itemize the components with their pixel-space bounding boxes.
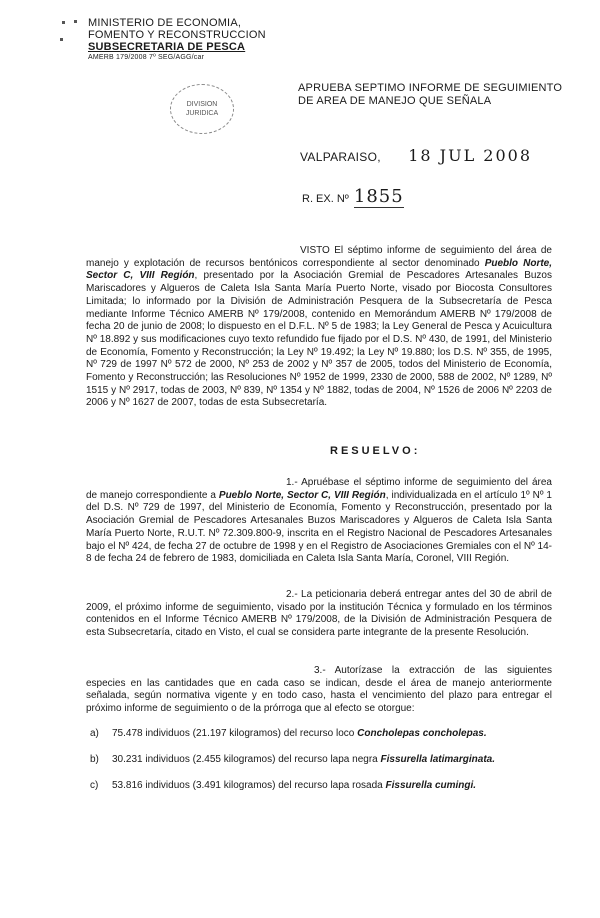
date-place: VALPARAISO, [300,150,381,164]
scan-mark [74,20,77,23]
species-item [90,727,552,740]
handwritten-date: 18 JUL 2008 [408,146,533,165]
division-stamp [170,84,234,134]
point-1-rest: , individualizada en el artículo 1º Nº 1 del D.S. Nº 729 de 1997, del Ministerio de Economía, Fomento y Reconstrucción, presentado por la Asociación Gremial de Pescadores Artesanales Buzos Mariscadores y Algueros de Caleta Isla Santa María Puerto Norte, R.U.T. Nº 72.309.800-9, inscrita en el Registro Nacional de Pescadores Artesanales bajo el Nº 424, de fecha 27 de octubre de 1998 y en el Registro de Asociaciones Gremiales con el Nº 14-8 de fecha 24 de febrero de 1983, domiciliada en Caleta Isla Santa María, Coronel, VIII Región. [86,489,552,565]
point-1-sector: Pueblo Norte, Sector C, VIII Región [218,489,386,501]
species-text: 30.231 individuos (2.455 kilogramos) del recurso lapa negra [112,754,381,765]
ministry-line-1: MINISTERIO DE ECONOMIA, [88,17,242,29]
species-text: 53.816 individuos (3.491 kilogramos) del recurso lapa rosada [112,780,386,791]
subsecretaria-line: SUBSECRETARIA DE PESCA [88,41,246,53]
species-label: b) [90,754,99,765]
point-1-lead: 1.- Apruébase el séptimo informe de seguimiento del área de manejo correspondiente a [86,477,552,501]
resolution-label: R. EX. Nº [302,193,349,205]
visto-sector: Pueblo Norte, Sector C, VIII Región [86,257,552,282]
species-label: a) [90,728,99,739]
species-name: Fissurella latimarginata. [380,754,495,765]
visto-text-1: El séptimo informe de seguimiento del área de manejo y explotación de recursos bentónicos correspondiente al sector denominado [86,245,552,269]
stamp-line-1: DIVISION [186,101,218,108]
title-line-2: DE AREA DE MANEJO QUE SEÑALA [298,95,492,107]
point-3-paragraph [86,665,552,716]
document-title [298,82,588,108]
species-text: 75.478 individuos (21.197 kilogramos) del recurso loco [112,728,358,739]
letterhead [88,17,266,62]
visto-lead: VISTO [300,245,330,256]
species-name: Concholepas concholepas. [357,728,487,739]
point-1-paragraph [86,477,552,566]
species-item [90,753,552,766]
resolution-number: 1855 [353,186,404,207]
species-item [90,779,552,792]
point-2-text: 2.- La peticionaria deberá entregar antes del 30 de abril de 2009, el próximo informe de seguimiento, visado por la institución Técnica y formulado en los términos contenidos en el Informe Técnico AMERB Nº 179/2008, de la División de Administración Pesquera de esta Subsecretaría, citado en Visto, el cual se considera parte integrante de la presente Resolución. [86,589,552,639]
scan-mark [62,21,65,24]
ministry-line-2: FOMENTO Y RECONSTRUCCION [88,29,266,41]
title-line-1: APRUEBA SEPTIMO INFORME DE SEGUIMIENTO [298,82,563,94]
point-3-text: 3.- Autorízase la extracción de las siguientes especies en las cantidades que en cada caso se indican, desde el área de manejo anteriormente señalada, según normativa vigente y en todo caso, hasta el vencimiento del plazo para entregar el próximo informe de seguimiento o de la prórroga que al efecto se otorgue: [86,665,552,715]
species-label: c) [90,780,99,791]
visto-paragraph [86,245,552,410]
stamp-line-2: JURIDICA [185,110,219,117]
resuelvo-heading: RESUELVO: [330,445,421,457]
scan-mark [60,38,63,41]
visto-text-2: , presentado por la Asociación Gremial de Pescadores Artesanales Buzos Mariscadores y Algueros de Caleta Isla Santa María Puerto Norte, visado por Biocosta Consultores Limitada; lo informado por la División de Administración Pesquera de la Subsecretaría de Pesca mediante Informe Técnico AMERB Nº 179/2008, contenido en Memorándum AMERB Nº 179/2008 de fecha 20 de junio de 2008; lo dispuesto en el D.F.L. Nº 5 de 1983; la Ley General de Pesca y Acuicultura Nº 18.892 y sus modificaciones cuyo texto refundido fue fijado por el D.S. Nº 430, de 1991, del Ministerio de Economía, Fomento y Reconstrucción; la Ley Nº 19.492; la Ley Nº 19.880; los D.S. Nº 355, de 1995, Nº 729 de 1997 Nº 572 de 2000, Nº 253 de 2002 y Nº 357 de 2005, todos del Ministerio de Economía, Fomento y Reconstrucción; las Resoluciones Nº 1952 de 1999, 2330 de 2000, 588 de 2002, Nº 1289, Nº 1515 y Nº 2917, todas de 2003, Nº 839, Nº 1354 y Nº 1882, todas de 2004, Nº 1526 de 2006 Nº 2203 de 2006 y Nº 1627 de 2007, todas de esta Subsecretaría. [86,270,552,409]
species-name: Fissurella cumingi. [385,780,477,791]
resolution-number-line [302,186,404,208]
point-2-paragraph [86,589,552,640]
date-line [300,146,532,165]
reference-code: AMERB 179/2008 7º SEG/AGG/car [88,54,205,61]
